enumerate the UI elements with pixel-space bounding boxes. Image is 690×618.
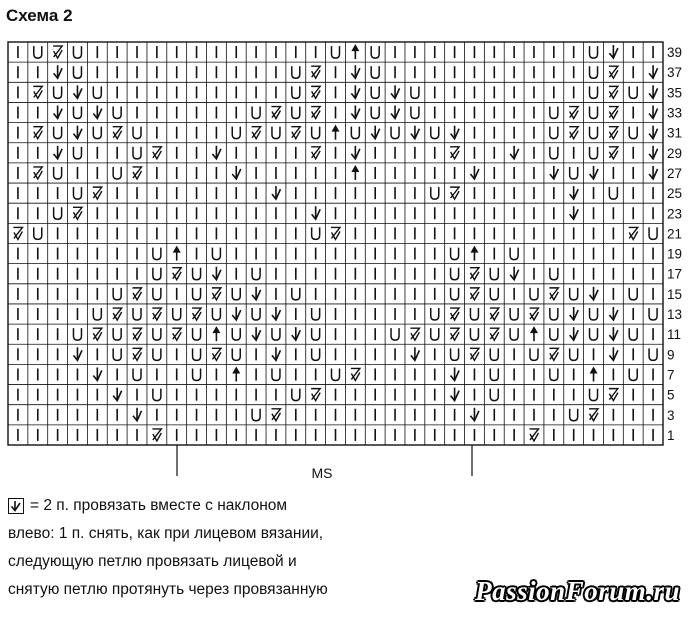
legend-text-1: = 2 п. провязать вместе с наклоном <box>30 497 288 514</box>
row-label: 39 <box>667 45 683 61</box>
legend-text-2: влево: 1 п. снять, как при лицевом вязании, <box>8 525 324 542</box>
row-label: 33 <box>667 105 683 121</box>
row-label: 21 <box>667 226 683 242</box>
legend-line-1 <box>8 492 380 520</box>
legend-text-3: следующую петлю провязать лицевой и <box>8 553 297 570</box>
row-label: 35 <box>667 85 683 101</box>
row-label: 17 <box>667 266 683 282</box>
row-label: 23 <box>667 206 683 222</box>
row-label: 13 <box>667 307 683 323</box>
row-label: 37 <box>667 65 683 81</box>
legend-line-3 <box>8 548 380 576</box>
chart-title: Схема 2 <box>6 6 73 25</box>
chart-grid <box>8 42 663 445</box>
row-label: 1 <box>667 427 675 443</box>
row-label: 3 <box>667 407 675 423</box>
repeat-label: MS <box>311 465 333 480</box>
row-label: 31 <box>667 125 683 141</box>
legend-line-2 <box>8 520 380 548</box>
row-label: 5 <box>667 387 675 403</box>
row-label: 25 <box>667 186 683 202</box>
watermark-logo: PassionForum.ru <box>475 576 680 606</box>
row-label: 19 <box>667 246 683 262</box>
row-label: 29 <box>667 145 683 161</box>
row-label: 27 <box>667 165 683 181</box>
row-labels <box>667 45 682 443</box>
repeat-marker <box>177 445 472 480</box>
legend-line-4 <box>8 576 380 604</box>
row-label: 7 <box>667 367 675 383</box>
row-label: 9 <box>667 347 675 363</box>
row-label: 11 <box>667 327 682 343</box>
left-decrease-icon <box>8 498 24 514</box>
row-label: 15 <box>667 286 683 302</box>
legend <box>8 492 380 604</box>
legend-text-4: снятую петлю протянуть через провязанную <box>8 581 328 598</box>
